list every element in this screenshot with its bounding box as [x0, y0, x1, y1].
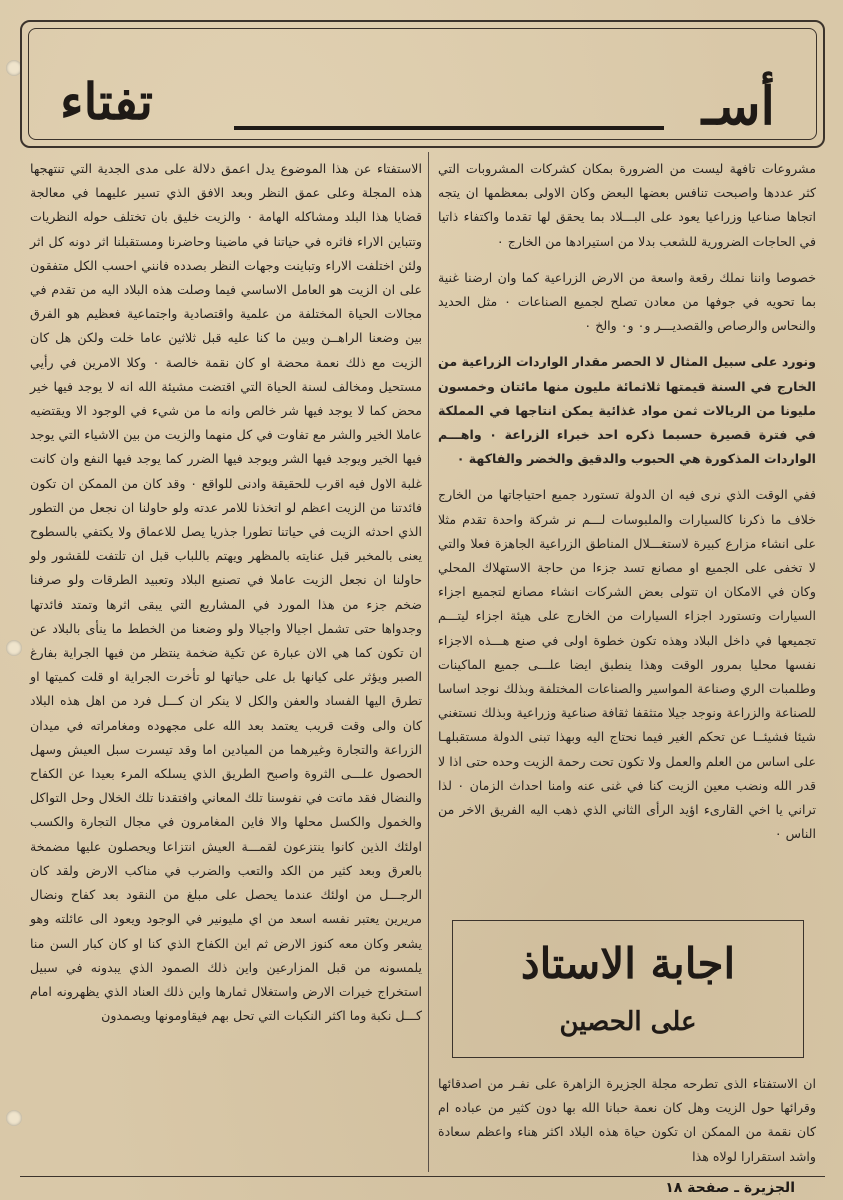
paragraph: ففي الوقت الذي نرى فيه ان الدولة تستورد جميع احتياجاتها من الخارج خلاف ما ذكرنا كالسيارات والملبوسات لـــم نر شركة واحدة تقدم مثلا على انشاء مزارع كبيرة لاستغـــلال المناطق الزراعية الجاهزة فعلا والتي لا تخفى على الجميع او مصانع تسد جزءا من حاجة الاستهلاك المحلي وكان في الامكان ان تتولى بعض الشركات انشاء مصانع لتجميع اجزاء السيارات وتستورد اجزاء السيارات من الخارج على هيئة اجزاء ليتـــم تجميعها في داخل البلاد وهذه تكون خطوة اولى في صنع هـــذه الاجزاء نفسها محليا بمرور الوقت وهذا ينطبق ايضا علـــى جميع الماكينات وطلمبات الري وصناعة المواسير والصناعات المختلفة وبذلك نوجد اساسا للصناعة والزراعة ونوجد جيلا متثقفا ثقافة صناعية وزراعية وبذلك نستغني شيئا فشيئــا عن تحكم الغير فيما نحتاج اليه وبهذا تبنى الدولة مستقبلهـا على اساس من العلم والعمل ولا تكون تحت رحمة الزيت وحده حتى اذا لا قدر الله ونضب معين الزيت كنا في غنى عنه وامنا احداث الزمان ٠ لذا تراني يا اخي القارىء اؤيد الرأى الثاني الذي ذهب اليه الفريق الاخر من الناس ٠ [438, 487, 816, 842]
column-divider [428, 152, 429, 1172]
author-name: على الحصين [559, 1007, 697, 1037]
paragraph: ان الاستفتاء الذى تطرحه مجلة الجزيرة الزاهرة على نفـر من اصدقائها وقرائها حول الزيت وهل كان نعمة حبانا الله بها دون كثير من عباده ام كان نقمة من الممكن ان تكون حياة هذه البلاد اكثر هناء واعظم سعادة واشد استقرارا لولاه هذا [438, 1076, 816, 1164]
answer-title-box [452, 920, 804, 1058]
title-kashida-rule [234, 126, 664, 130]
binder-hole [6, 640, 22, 656]
page-title-part-2: تفتاء [60, 72, 154, 131]
paragraph: مشروعات تافهة ليست من الضرورة بمكان كشركات المشروبات التي كثر عددها واصبحت تنافس بعضها البعض وكان الاولى بمعظمها ان يتجه اتجاها صناعيا وزراعيا يعود على البـــلاد بما يحقق لها تقدما واكتفاء ذاتيا في الحاجات الضرورية للشعب بدلا من استيرادها من الخارج ٠ [438, 161, 816, 249]
page-footer: الجزيرة ـ صفحة ١٨ [665, 1180, 795, 1196]
binder-hole [6, 1110, 22, 1126]
page-header [20, 20, 825, 148]
paragraph: ونورد على سبيل المثال لا الحصر مقدار الواردات الزراعية من الخارج في السنة قيمتها ثلاثمائة مليون منها مائتان وخمسون مليونا من الريالات ثمن مواد غذائية يمكن انتاجها في المملكة في فترة قصيرة حسبما ذكره احد خبراء الزراعة ٠ واهـــم الواردات المذكورة هي الحبوب والدقيق والخضر والفاكهة ٠ [438, 354, 816, 467]
left-column [30, 157, 422, 1040]
right-column [438, 157, 816, 858]
page-title-part-1: أسـ [701, 76, 775, 137]
right-column-bottom [438, 1072, 816, 1181]
paragraph: الاستفتاء عن هذا الموضوع يدل اعمق دلالة على مدى الجدية التي تنتهجها هذه المجلة وعلى عمق النظر وبعد الافق الذي تسير عليهما في معالجة قضايا هذا البلد ومشاكله الهامة ٠ والزيت خليق بان تختلف حوله النظريات وتتباين الاراء فاثره في حياتنا في ماضينا وحاضرنا ومستقبلنا اثر دونه كل اثر ولئن اختلفت الاراء وتباينت وجهات النظر بصدده فانني احسب الكل متفقون على ان الزيت هو العامل الاساسي فيما وصلت هذه البلاد اليه من تقدم في مجالات الحياة المختلفة من علمية واقتصادية واجتماعية فعظيم هو الفرق بين وضعنا الراهــن وبين ما كنا عليه قبل ثلاثين عاما خلت ولكن هل كان الزيت مع ذلك نعمة محضة او كان نقمة خالصة ٠ وكلا الامرين في رأيي مستحيل ومخالف لسنة الحياة التي اقتضت مشيئة الله انه لا يوجد فيها خير محض كما لا يوجد فيها شر خالص وانه ما من شيء في الوجود الا ويقتضيه عاملا الخير والشر مع تفاوت في كل منهما والزيت من بين الاشياء التي يوجد فيها الخير ويوجد فيها الشر ويوجد فيها الضرر كما يوجد فيها النفع وان كانت غلبة الاول فيه اقرب للحقيقة وادنى للواقع ٠ وقد كان من الممكن ان تكون فائدتنا من الزيت اعظم لو اتخذنا للامر عدته ولو حاولنا ان نجعل من التطور الذي احدثه الزيت في حياتنا تطورا جذريا يصل للاعماق ولا يكتفي بالسطوح يعنى بالمخبر قبل عنايته بالمظهر ويهتم باللباب قبل ان تلتفت للقشور ولو حاولنا ان نجعل الزيت عاملا في تصنيع البلاد وتعبيد الطرقات ولو صرفنا ضخم جزء من هذا المورد في المشاريع التي يبقى اثرها وتمتد فائدتها وجدواها حتى تشمل اجيالا واجيالا ولو وضعنا من الخطط ما ينأى بالبلاد عن ان تكون كما هي الان عبارة عن تكية ضخمة ينتظر من فيها الجراية بفارغ الصبر ويؤثر على كيانها بل على حياتها لو تأخرت الجراية او قلت كميتها او تطرق اليها الفساد والعفن والكل لا ينكر ان كـــل فرد من اهل هذه البلاد كان والى وقت قريب يعتمد بعد الله على مجهوده ومغامراته في ميدان الزراعة والتجارة وغيرهما من الميادين اما وقد تيسرت سبل العيش وسهل الحصول علـــى الثروة واصبح الطريق الذي يسلكه المرء بعيدا عن الكفاح والنضال فقد ماتت في نفوسنا تلك المعاني وافتقدنا تلك الخلال وحل التواكل والخمول والكسل محلها والا فاين المغامرون في مجال التجارة والكسب اولئك الذين كانوا ينتزعون لقمـــة العيش انتزاعا ويحصلون عليها مضمخة بالعرق وبعد كثير من الكد والتعب والضرب في مناكب الارض ولقد كان الرجـــل من اولئك عندما يحصل على مبلغ من النقود بعد كفاح ونضال مريرين يعتبر نفسه اسعد من اي مليونير في الوجود ويعود الى عائلته وهو يشعر وكان معه كنوز الارض ثم اين الكفاح الذي كنا او كان كبار السن منا يلمسونه من قبل المزارعين واين ذلك الصمود الذي يبدونه في سبيل استخراج خيرات الارض واستغلال ثمارها واين ذلك العناد الذي يظهرونه امام كـــل نكبة وما اكثر النكبات التي تحل بهم فيقاومونها ويصمدون [30, 161, 422, 1024]
paragraph: خصوصا واننا نملك رقعة واسعة من الارض الزراعية كما وان ارضنا غنية بما تحويه في جوفها من معادن تصلح لجميع الصناعات ٠ مثل الحديد والنحاس والرصاص والقصديـــر و٠ و٠ والخ ٠ [438, 269, 816, 334]
answer-title: اجابة الاستاذ [520, 939, 736, 988]
footer-rule [20, 1176, 825, 1177]
